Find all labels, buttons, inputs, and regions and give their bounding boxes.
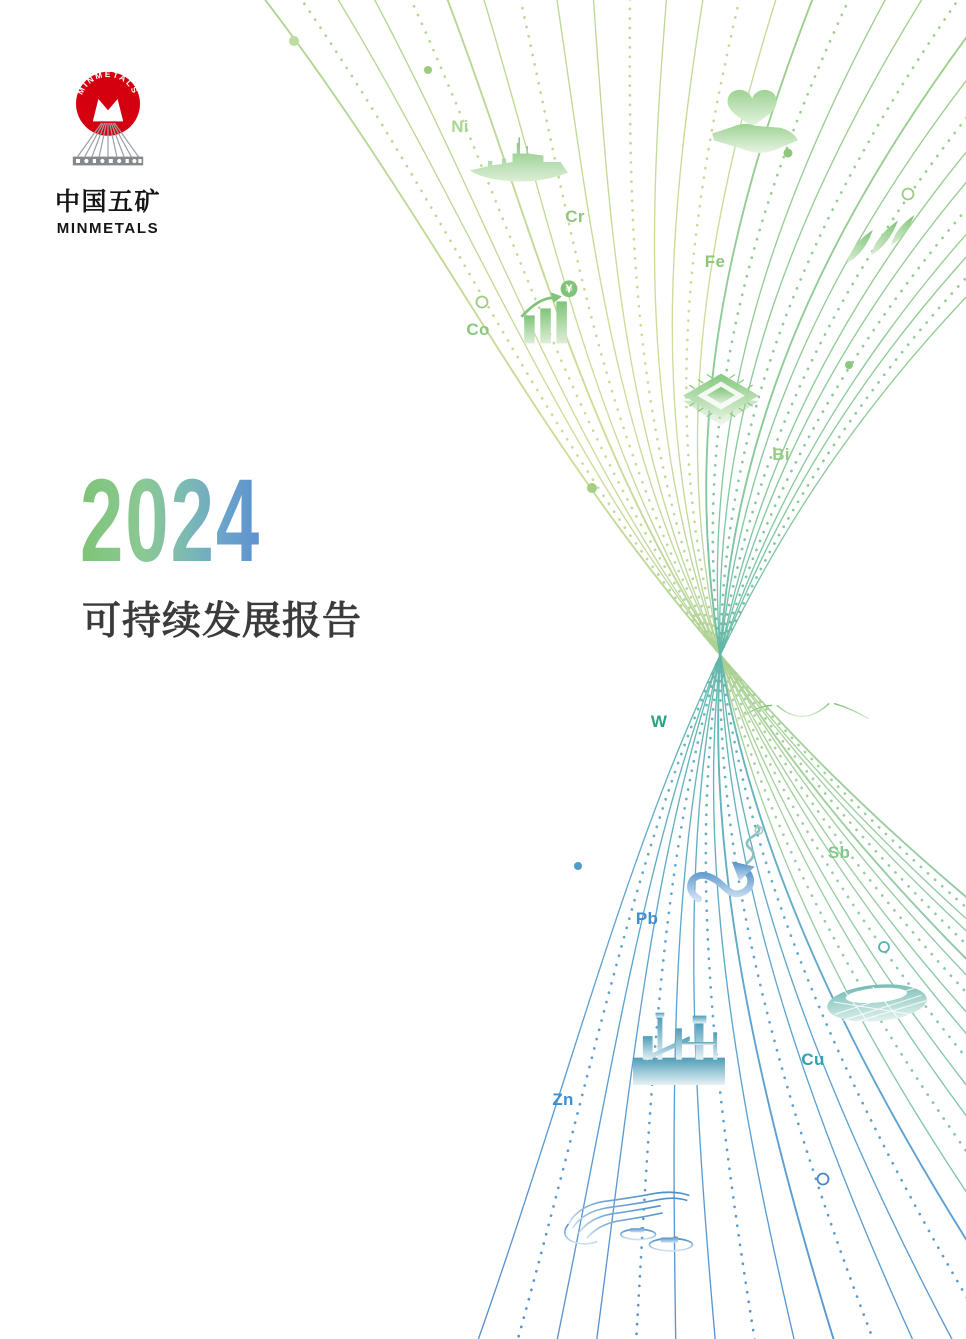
element-label-pb: Pb [635, 909, 659, 928]
element-label-bi: Bi [772, 445, 790, 464]
emblem-ring-text: MINMETALS [74, 70, 142, 97]
report-year: 2024 [80, 462, 266, 580]
title-block [80, 455, 363, 646]
report-title: 可持续发展报告 [82, 600, 363, 643]
element-label-ni: Ni [451, 117, 469, 136]
element-label-sb: Sb [827, 843, 851, 862]
element-label-cu: Cu [801, 1050, 825, 1069]
element-label-co: Co [466, 320, 490, 339]
logo-company-name-en: MINMETALS [56, 220, 160, 237]
element-label-cr: Cr [565, 207, 585, 226]
minmetals-emblem-icon [60, 70, 156, 176]
element-label-zn: Zn [552, 1090, 574, 1109]
element-label-w: W [650, 712, 668, 731]
minmetals-logo [52, 70, 164, 237]
logo-company-name-cn: 中国五矿 [54, 188, 161, 216]
element-label-fe: Fe [704, 252, 726, 271]
